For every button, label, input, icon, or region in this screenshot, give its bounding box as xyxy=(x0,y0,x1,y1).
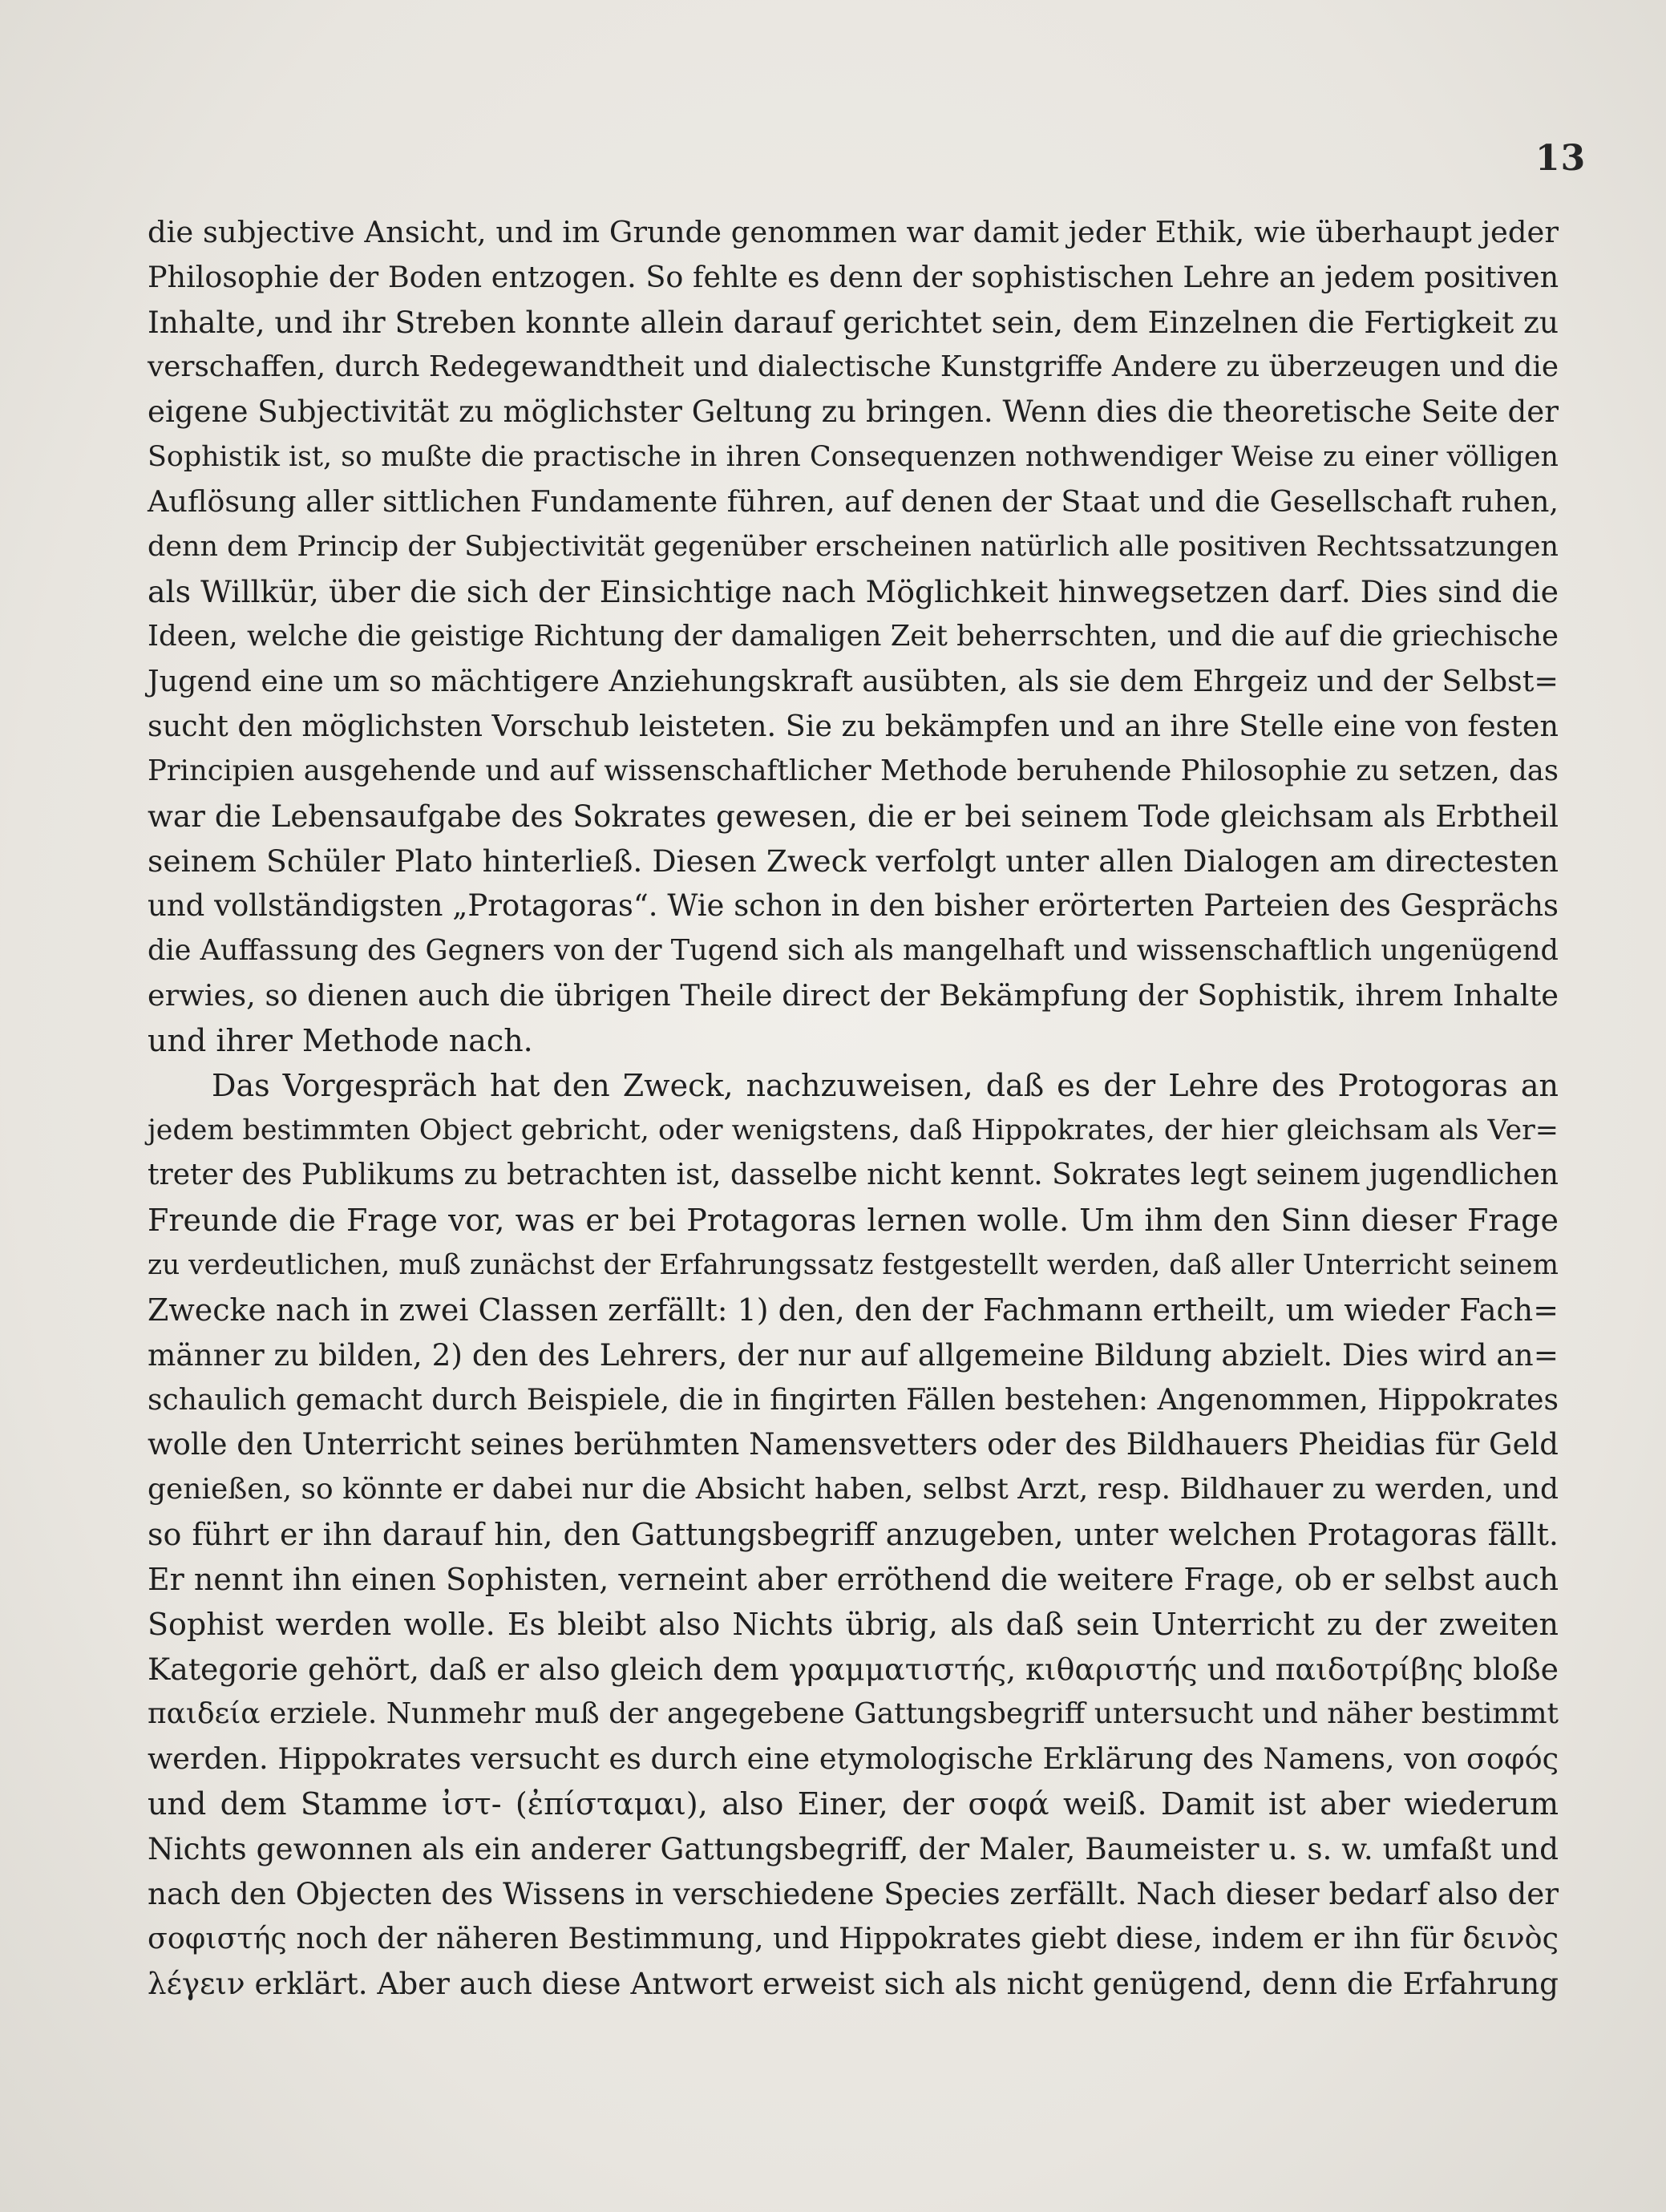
text-line: Inhalte, und ihr Streben konnte allein darauf gerichtet sein, dem Einzelnen die Fertigkeit zu xyxy=(148,305,1559,340)
text-line: die subjective Ansicht, und im Grunde genommen war damit jeder Ethik, wie überhaupt jeder xyxy=(148,215,1559,249)
text-line: Er nennt ihn einen Sophisten, verneint aber erröthend die weitere Frage, ob er selbst auch xyxy=(148,1562,1559,1597)
text-line: und dem Stamme ἰστ- (ἐπίσταμαι), also Einer, der σοφά weiß. Damit ist aber wiederum xyxy=(148,1786,1559,1822)
text-line: Sophistik ist, so mußte die practische in ihren Consequenzen nothwendiger Weise zu einer völligen xyxy=(148,441,1559,473)
text-line: genießen, so könnte er dabei nur die Absicht haben, selbst Arzt, resp. Bildhauer zu werden, und xyxy=(148,1473,1559,1506)
text-line: nach den Objecten des Wissens in verschiedene Species zerfällt. Nach dieser bedarf also der xyxy=(148,1876,1559,1911)
text-line: jedem bestimmten Object gebricht, oder wenigstens, daß Hippokrates, der hier gleichsam als Ver= xyxy=(148,1114,1559,1146)
page-number: 13 xyxy=(1535,138,1587,179)
text-line: Jugend eine um so mächtigere Anziehungskraft ausübten, als sie dem Ehrgeiz und der Selbst= xyxy=(148,664,1559,698)
text-line: wolle den Unterricht seines berühmten Namensvetters oder des Bildhauers Pheidias für Geld xyxy=(148,1427,1559,1462)
text-line: Auflösung aller sittlichen Fundamente führen, auf denen der Staat und die Gesellschaft ruhen, xyxy=(148,484,1559,519)
text-line: und ihrer Methode nach. xyxy=(148,1023,533,1058)
text-line: Sophist werden wolle. Es bleibt also Nichts übrig, als daß sein Unterricht zu der zweiten xyxy=(148,1607,1559,1642)
text-line: Principien ausgehende und auf wissenschaftlicher Methode beruhende Philosophie zu setzen, das xyxy=(148,754,1559,787)
text-line: sucht den möglichsten Vorschub leisteten. Sie zu bekämpfen und an ihre Stelle eine von festen xyxy=(148,709,1559,743)
body-text xyxy=(148,210,1559,2006)
text-line: σοφιστής noch der näheren Bestimmung, und Hippokrates giebt diese, indem er ihn für δεινὸς xyxy=(148,1921,1559,1955)
text-line: verschaffen, durch Redegewandtheit und dialectische Kunstgriffe Andere zu überzeugen und die xyxy=(148,350,1559,383)
text-line: Philosophie der Boden entzogen. So fehlte es denn der sophistischen Lehre an jedem positiven xyxy=(148,260,1559,294)
text-line: war die Lebensaufgabe des Sokrates gewesen, die er bei seinem Tode gleichsam als Erbtheil xyxy=(148,799,1559,834)
text-line: schaulich gemacht durch Beispiele, die in fingirten Fällen bestehen: Angenommen, Hippokrates xyxy=(148,1383,1559,1417)
text-line: Das Vorgespräch hat den Zweck, nachzuweisen, daß es der Lehre des Protogoras an xyxy=(212,1068,1559,1103)
text-line: Nichts gewonnen als ein anderer Gattungsbegriff, der Maler, Baumeister u. s. w. umfaßt und xyxy=(148,1831,1559,1866)
text-line: als Willkür, über die sich der Einsichtige nach Möglichkeit hinwegsetzen darf. Dies sind die xyxy=(148,574,1559,609)
text-line: zu verdeutlichen, muß zunächst der Erfahrungssatz festgestellt werden, daß aller Unterricht seinem xyxy=(148,1249,1559,1281)
text-line: Kategorie gehört, daß er also gleich dem γραμματιστής, κιθαριστής und παιδοτρίβης bloße xyxy=(148,1652,1559,1687)
text-line: und vollständigsten „Protagoras“. Wie schon in den bisher erörterten Parteien des Gesprächs xyxy=(148,888,1559,923)
text-line: Zwecke nach in zwei Classen zerfällt: 1) den, den der Fachmann ertheilt, um wieder Fach= xyxy=(148,1292,1559,1328)
text-line: denn dem Princip der Subjectivität gegenüber erscheinen natürlich alle positiven Rechtssatzungen xyxy=(148,531,1559,563)
paragraph-1 xyxy=(148,210,1559,1063)
text-line: treter des Publikums zu betrachten ist, dasselbe nicht kennt. Sokrates legt seinem jugendlichen xyxy=(148,1159,1559,1191)
text-line: λέγειν erklärt. Aber auch diese Antwort erweist sich als nicht genügend, denn die Erfahrung xyxy=(148,1966,1559,2001)
text-line: werden. Hippokrates versucht es durch eine etymologische Erklärung des Namens, von σοφός xyxy=(148,1741,1559,1776)
text-line: Ideen, welche die geistige Richtung der damaligen Zeit beherrschten, und die auf die griechische xyxy=(148,620,1559,653)
text-line: männer zu bilden, 2) den des Lehrers, der nur auf allgemeine Bildung abzielt. Dies wird an= xyxy=(148,1337,1559,1373)
text-line: so führt er ihn darauf hin, den Gattungsbegriff anzugeben, unter welchen Protagoras fällt. xyxy=(148,1517,1559,1552)
text-line: eigene Subjectivität zu möglichster Geltung zu bringen. Wenn dies die theoretische Seite der xyxy=(148,394,1559,429)
text-line: παιδεία erziele. Nunmehr muß der angegebene Gattungsbegriff untersucht und näher bestimmt xyxy=(148,1697,1559,1730)
paragraph-2 xyxy=(148,1063,1559,2006)
text-line: die Auffassung des Gegners von der Tugend sich als mangelhaft und wissenschaftlich ungenügend xyxy=(148,934,1559,967)
text-line: erwies, so dienen auch die übrigen Theile direct der Bekämpfung der Sophistik, ihrem Inhalte xyxy=(148,978,1559,1013)
text-line: seinem Schüler Plato hinterließ. Diesen Zweck verfolgt unter allen Dialogen am directesten xyxy=(148,843,1559,879)
text-line: Freunde die Frage vor, was er bei Protagoras lernen wolle. Um ihm den Sinn dieser Frage xyxy=(148,1203,1559,1238)
